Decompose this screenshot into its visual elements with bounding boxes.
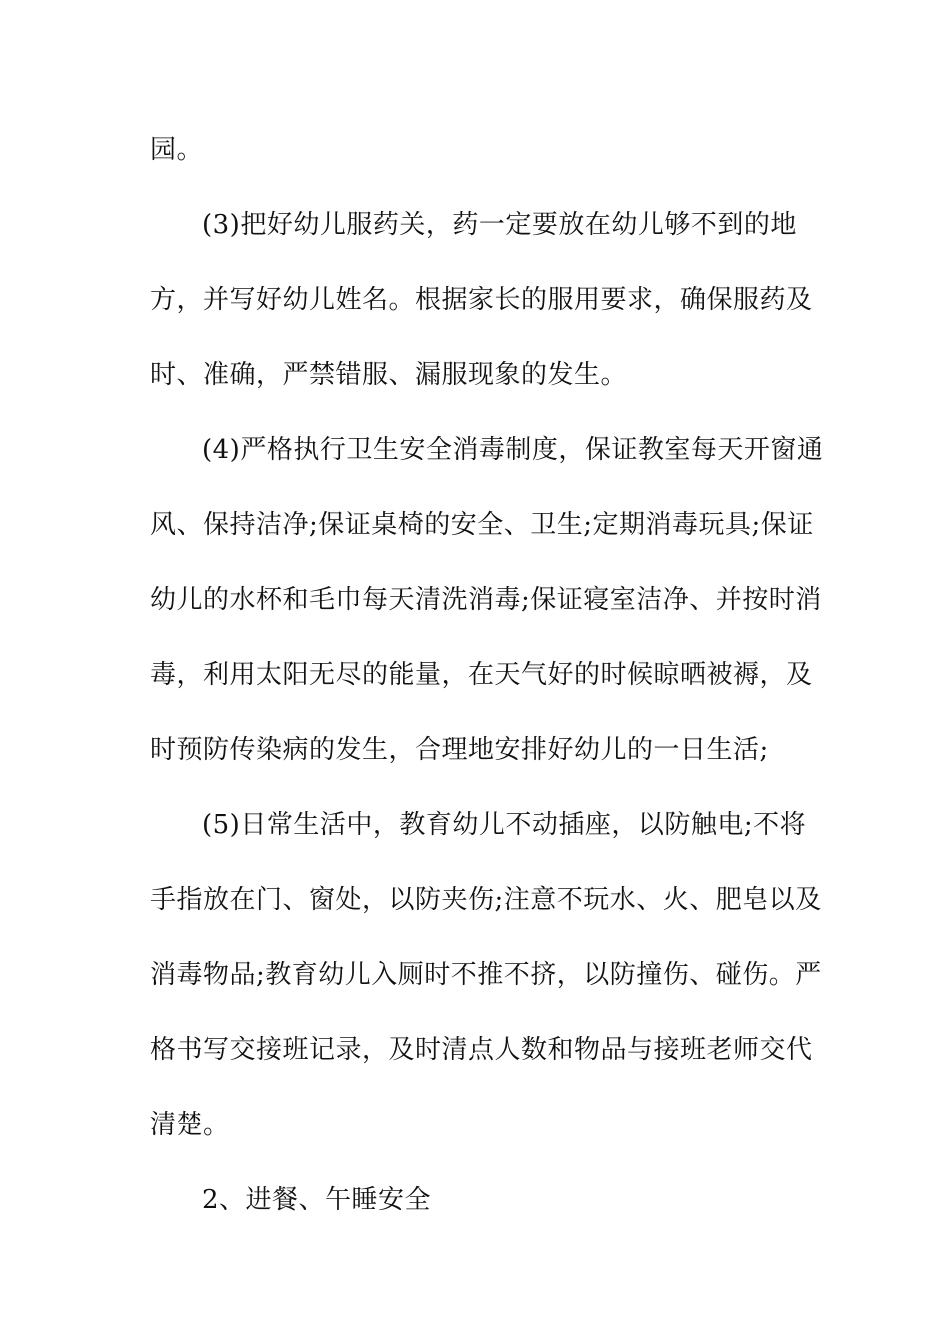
text-line-5: (4)严格执行卫生安全消毒制度，保证教室每天开窗通 bbox=[202, 435, 824, 465]
text-line-11: 手指放在门、窗处，以防夹伤;注意不玩水、火、肥皂以及 bbox=[150, 885, 822, 915]
text-line-7: 幼儿的水杯和毛巾每天清洗消毒;保证寝室洁净、并按时消 bbox=[150, 585, 822, 615]
text-line-6: 风、保持洁净;保证桌椅的安全、卫生;定期消毒玩具;保证 bbox=[150, 510, 814, 540]
text-line-14: 清楚。 bbox=[150, 1110, 230, 1140]
text-line-9: 时预防传染病的发生，合理地安排好幼儿的一日生活; bbox=[150, 735, 769, 765]
text-line-10: (5)日常生活中，教育幼儿不动插座，以防触电;不将 bbox=[202, 810, 807, 840]
text-line-4: 时、准确，严禁错服、漏服现象的发生。 bbox=[150, 360, 628, 390]
text-line-8: 毒，利用太阳无尽的能量，在天气好的时候晾晒被褥，及 bbox=[150, 660, 813, 690]
text-line-1: 园。 bbox=[150, 135, 204, 165]
section-heading: 2、进餐、午睡安全 bbox=[202, 1185, 432, 1215]
text-line-12: 消毒物品;教育幼儿入厕时不推不挤，以防撞伤、碰伤。严 bbox=[150, 960, 822, 990]
text-line-3: 方，并写好幼儿姓名。根据家长的服用要求，确保服药及 bbox=[150, 285, 813, 315]
text-line-13: 格书写交接班记录，及时清点人数和物品与接班老师交代 bbox=[150, 1035, 813, 1065]
text-line-2: (3)把好幼儿服药关，药一定要放在幼儿够不到的地 bbox=[202, 210, 797, 240]
